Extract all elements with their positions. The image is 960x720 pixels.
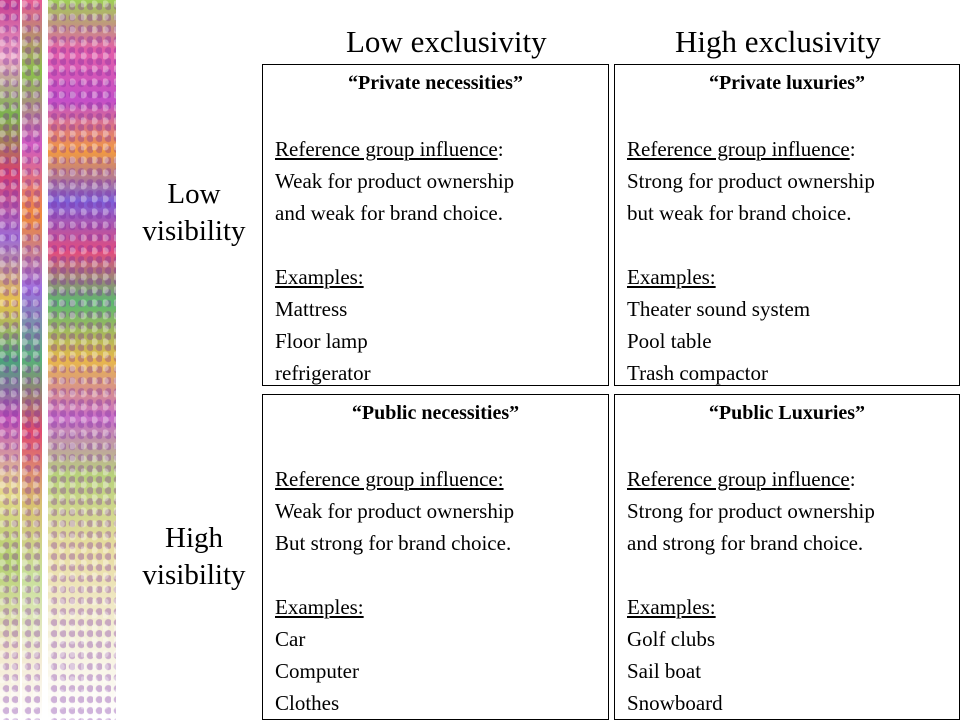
influence-heading — [275, 463, 608, 495]
influence-label: Reference group influence — [627, 467, 850, 491]
quadrant-title: “Private necessities” — [348, 72, 523, 94]
example-item: Clothes — [275, 691, 340, 715]
example-item: Theater sound system — [627, 297, 811, 321]
row-header-line: visibility — [142, 559, 246, 591]
influence-heading — [627, 133, 959, 165]
examples-label: Examples: — [275, 265, 364, 289]
examples-label: Examples: — [627, 265, 716, 289]
quadrant-private-necessities — [262, 64, 609, 386]
influence-label: Reference group influence — [627, 137, 850, 161]
example-item: Floor lamp — [275, 329, 368, 353]
examples-label: Examples: — [627, 595, 716, 619]
example-item: Car — [275, 627, 306, 651]
influence-line: and weak for brand choice. — [275, 201, 503, 225]
row-header-line: High — [165, 522, 223, 554]
influence-suffix: : — [497, 137, 504, 161]
example-item: Computer — [275, 659, 359, 683]
example-item: Pool table — [627, 329, 712, 353]
influence-line: Weak for product ownership — [275, 499, 515, 523]
example-item: Golf clubs — [627, 627, 716, 651]
quadrant-public-necessities — [262, 394, 609, 720]
column-header-low-exclusivity: Low exclusivity — [346, 24, 547, 59]
influence-label: Reference group influence: — [275, 467, 504, 491]
example-item: refrigerator — [275, 361, 371, 385]
influence-suffix: : — [849, 467, 856, 491]
quadrant-public-luxuries — [614, 394, 960, 720]
influence-heading — [627, 463, 959, 495]
decorative-strip-1 — [0, 0, 20, 720]
quadrant-title: “Public Luxuries” — [708, 402, 866, 424]
examples-label: Examples: — [275, 595, 364, 619]
influence-line: Weak for product ownership — [275, 169, 515, 193]
quadrant-private-luxuries — [614, 64, 960, 386]
influence-line: But strong for brand choice. — [275, 531, 512, 555]
row-header-high-visibility — [129, 520, 259, 594]
column-header-high-exclusivity: High exclusivity — [675, 24, 881, 59]
row-header-line: visibility — [142, 215, 246, 247]
quadrant-title: “Public necessities” — [351, 402, 520, 424]
example-item: Sail boat — [627, 659, 702, 683]
example-item: Trash compactor — [627, 361, 768, 385]
influence-label: Reference group influence — [275, 137, 498, 161]
decorative-strip-3 — [48, 0, 116, 720]
row-header-line: Low — [167, 178, 221, 210]
influence-heading — [275, 133, 608, 165]
example-item: Snowboard — [627, 691, 723, 715]
influence-line: Strong for product ownership — [627, 169, 875, 193]
quadrant-title: “Private luxuries” — [708, 72, 866, 94]
influence-suffix: : — [849, 137, 856, 161]
decorative-strip-2 — [22, 0, 42, 720]
influence-line: Strong for product ownership — [627, 499, 875, 523]
influence-line: and strong for brand choice. — [627, 531, 864, 555]
row-header-low-visibility — [129, 176, 259, 250]
influence-line: but weak for brand choice. — [627, 201, 852, 225]
example-item: Mattress — [275, 297, 348, 321]
